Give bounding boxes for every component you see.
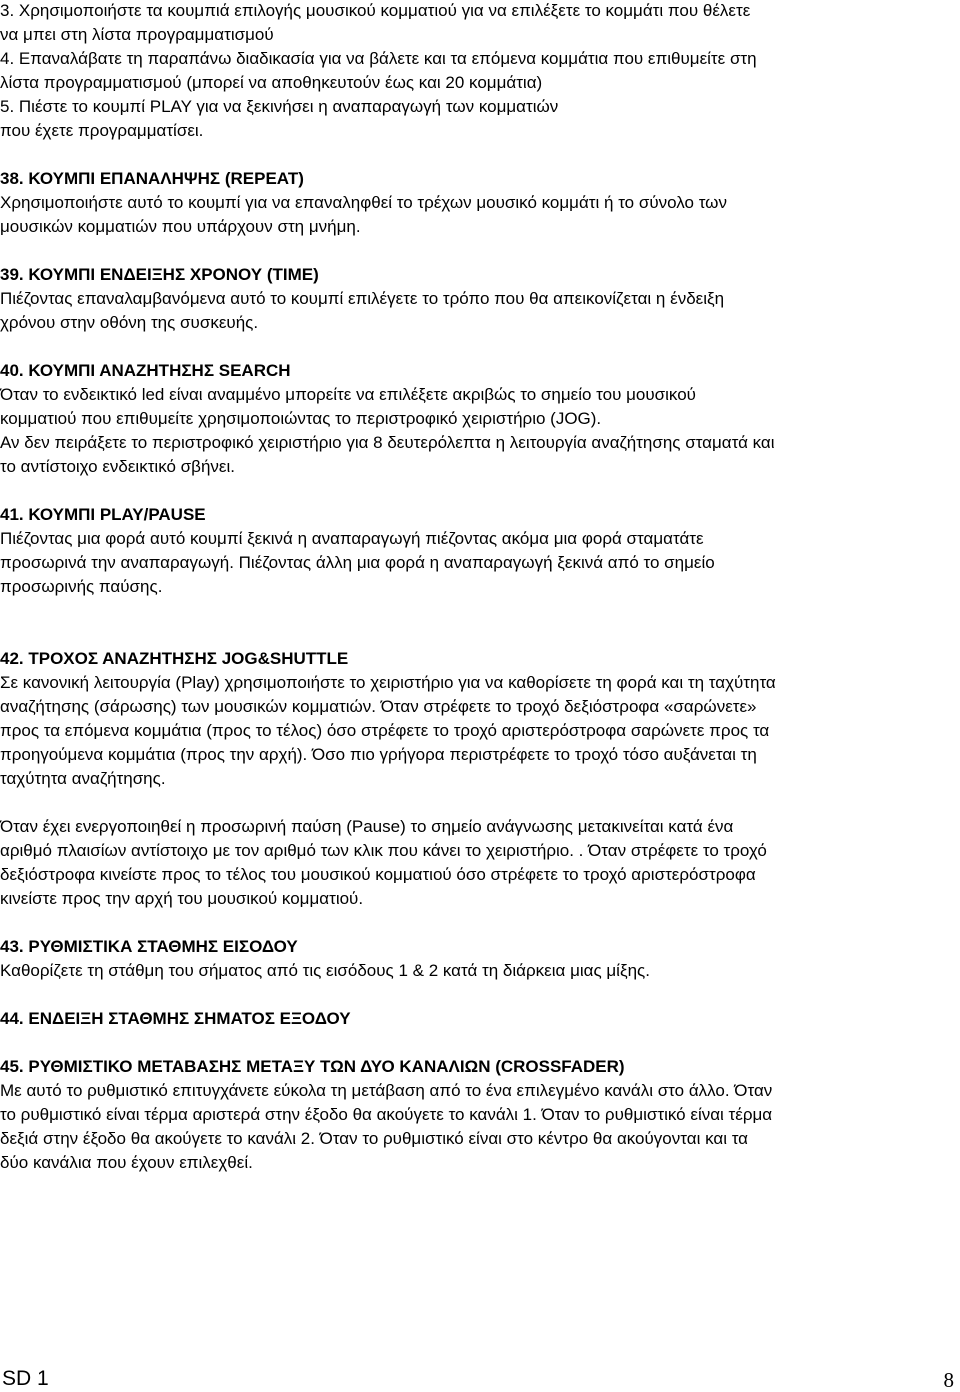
section-heading: 44. ΕΝΔΕΙΞΗ ΣΤΑΘΜΗΣ ΣΗΜΑΤΟΣ ΕΞΟΔΟΥ (0, 1009, 351, 1028)
section-43 (0, 935, 950, 983)
section-text: χρόνου στην οθόνη της συσκευής. (0, 313, 259, 332)
section-text: το ρυθμιστικό είναι τέρμα αριστερά στην έξοδο θα ακούγετε το κανάλι 1. Όταν το ρυθμιστικό είναι τέρμα (0, 1105, 773, 1124)
section-text: αριθμό πλαισίων αντίστοιχο με τον αριθμό των κλικ που κάνει το χειριστήριο. . Όταν στρέφετε το τροχό (0, 841, 767, 860)
section-text: Με αυτό το ρυθμιστικό επιτυγχάνετε εύκολα τη μετάβαση από το ένα επιλεγμένο κανάλι στο άλλο. Όταν (0, 1081, 773, 1100)
section-text: κινείστε προς την αρχή του μουσικού κομματιού. (0, 889, 364, 908)
section-text: προηγούμενα κομμάτια (προς την αρχή). Όσο πιο γρήγορα περιστρέφετε το τροχό τόσο αυξάνεται τη (0, 745, 757, 764)
section-text: προσωρινά την αναπαραγωγή. Πιέζοντας άλλη μια φορά η αναπαραγωγή ξεκινά από το σημείο (0, 553, 715, 572)
section-text: κομματιού που επιθυμείτε χρησιμοποιώντας το περιστροφικό χειριστήριο (JOG). (0, 409, 602, 428)
section-text: αναζήτησης (σάρωσης) των μουσικών κομματιών. Όταν στρέφετε το τροχό δεξιόστροφα «σαρώνετε» (0, 697, 757, 716)
section-text: Πιέζοντας μια φορά αυτό κουμπί ξεκινά η αναπαραγωγή πιέζοντας ακόμα μια φορά σταματάτε (0, 529, 704, 548)
list-item-5-line-1: 5. Πιέστε το κουμπί PLAY για να ξεκινήσει η αναπαραγωγή των κομματιών (0, 97, 559, 116)
section-text: το αντίστοιχο ενδεικτικό σβήνει. (0, 457, 235, 476)
section-text: Αν δεν πειράξετε το περιστροφικό χειριστήριο για 8 δευτερόλεπτα η λειτουργία αναζήτησης σταματά και (0, 433, 775, 452)
section-text: Όταν το ενδεικτικό led είναι αναμμένο μπορείτε να επιλέξετε ακριβώς το σημείο του μουσικού (0, 385, 696, 404)
section-42 (0, 647, 950, 911)
section-heading: 39. ΚΟΥΜΠΙ ΕΝΔΕΙΞΗΣ ΧΡΟΝΟΥ (TIME) (0, 265, 319, 284)
list-item-4-line-1: 4. Επαναλάβατε τη παραπάνω διαδικασία για να βάλετε και τα επόμενα κομμάτια που επιθυμείτε στη (0, 49, 757, 68)
section-heading: 38. ΚΟΥΜΠΙ ΕΠΑΝΑΛΗΨΗΣ (REPEAT) (0, 169, 304, 188)
section-text: Χρησιμοποιήστε αυτό το κουμπί για να επαναληφθεί το τρέχων μουσικό κομμάτι ή το σύνολο των (0, 193, 727, 212)
section-heading: 43. ΡΥΘΜΙΣΤΙΚΑ ΣΤΑΘΜΗΣ ΕΙΣΟΔΟΥ (0, 937, 298, 956)
section-39 (0, 263, 950, 335)
section-text: δεξιόστροφα κινείστε προς το τέλος του μουσικού κομματιού όσο στρέφετε το τροχό αριστερόστροφα (0, 865, 756, 884)
section-38 (0, 167, 950, 239)
section-text: Πιέζοντας επαναλαμβανόμενα αυτό το κουμπί επιλέγετε το τρόπο που θα απεικονίζεται η ένδειξη (0, 289, 725, 308)
section-text: ταχύτητα αναζήτησης. (0, 769, 166, 788)
section-text: δύο κανάλια που έχουν επιλεχθεί. (0, 1153, 253, 1172)
section-45 (0, 1055, 950, 1175)
section-41 (0, 503, 950, 599)
section-text: Καθορίζετε τη στάθμη του σήματος από τις εισόδους 1 & 2 κατά τη διάρκεια μιας μίξης. (0, 961, 650, 980)
section-text: προσωρινής παύσης. (0, 577, 163, 596)
section-heading: 45. ΡΥΘΜΙΣΤΙΚΟ ΜΕΤΑΒΑΣΗΣ ΜΕΤΑΞΥ ΤΩΝ ΔΥΟ ΚΑΝΑΛΙΩΝ (CROSSFADER) (0, 1057, 625, 1076)
list-item-5-line-2: που έχετε προγραμματίσει. (0, 121, 204, 140)
list-item-4-line-2: λίστα προγραμματισμού (μπορεί να αποθηκευτούν έως και 20 κομμάτια) (0, 73, 543, 92)
section-44 (0, 1007, 950, 1031)
list-item-3-line-1: 3. Χρησιμοποιήστε τα κουμπιά επιλογής μουσικού κομματιού για να επιλέξετε το κομμάτι που θέλετε (0, 1, 751, 20)
section-text: μουσικών κομματιών που υπάρχουν στη μνήμη. (0, 217, 361, 236)
section-text: δεξιά στην έξοδο θα ακούγετε το κανάλι 2. Όταν το ρυθμιστικό είναι στο κέντρο θα ακούγονται και τα (0, 1129, 748, 1148)
section-text: Σε κανονική λειτουργία (Play) χρησιμοποιήστε το χειριστήριο για να καθορίσετε τη φορά και τη ταχύτητα (0, 673, 776, 692)
intro-list (0, 0, 950, 143)
section-heading: 42. ΤΡΟΧΟΣ ΑΝΑΖΗΤΗΣΗΣ JOG&SHUTTLE (0, 649, 349, 668)
section-heading: 40. ΚΟΥΜΠΙ ΑΝΑΖΗΤΗΣΗΣ SEARCH (0, 361, 291, 380)
footer-model-label: SD 1 (2, 1367, 49, 1390)
section-40 (0, 359, 950, 479)
page-number: 8 (943, 1368, 954, 1392)
section-text: Όταν έχει ενεργοποιηθεί η προσωρινή παύση (Pause) το σημείο ανάγνωσης μετακινείται κατά ένα (0, 817, 734, 836)
section-heading: 41. ΚΟΥΜΠΙ PLAY/PAUSE (0, 505, 206, 524)
list-item-3-line-2: να μπει στη λίστα προγραμματισμού (0, 25, 274, 44)
section-text: προς τα επόμενα κομμάτια (προς το τέλος) όσο στρέφετε το τροχό αριστερόστροφα σαρώνετε προς τα (0, 721, 770, 740)
